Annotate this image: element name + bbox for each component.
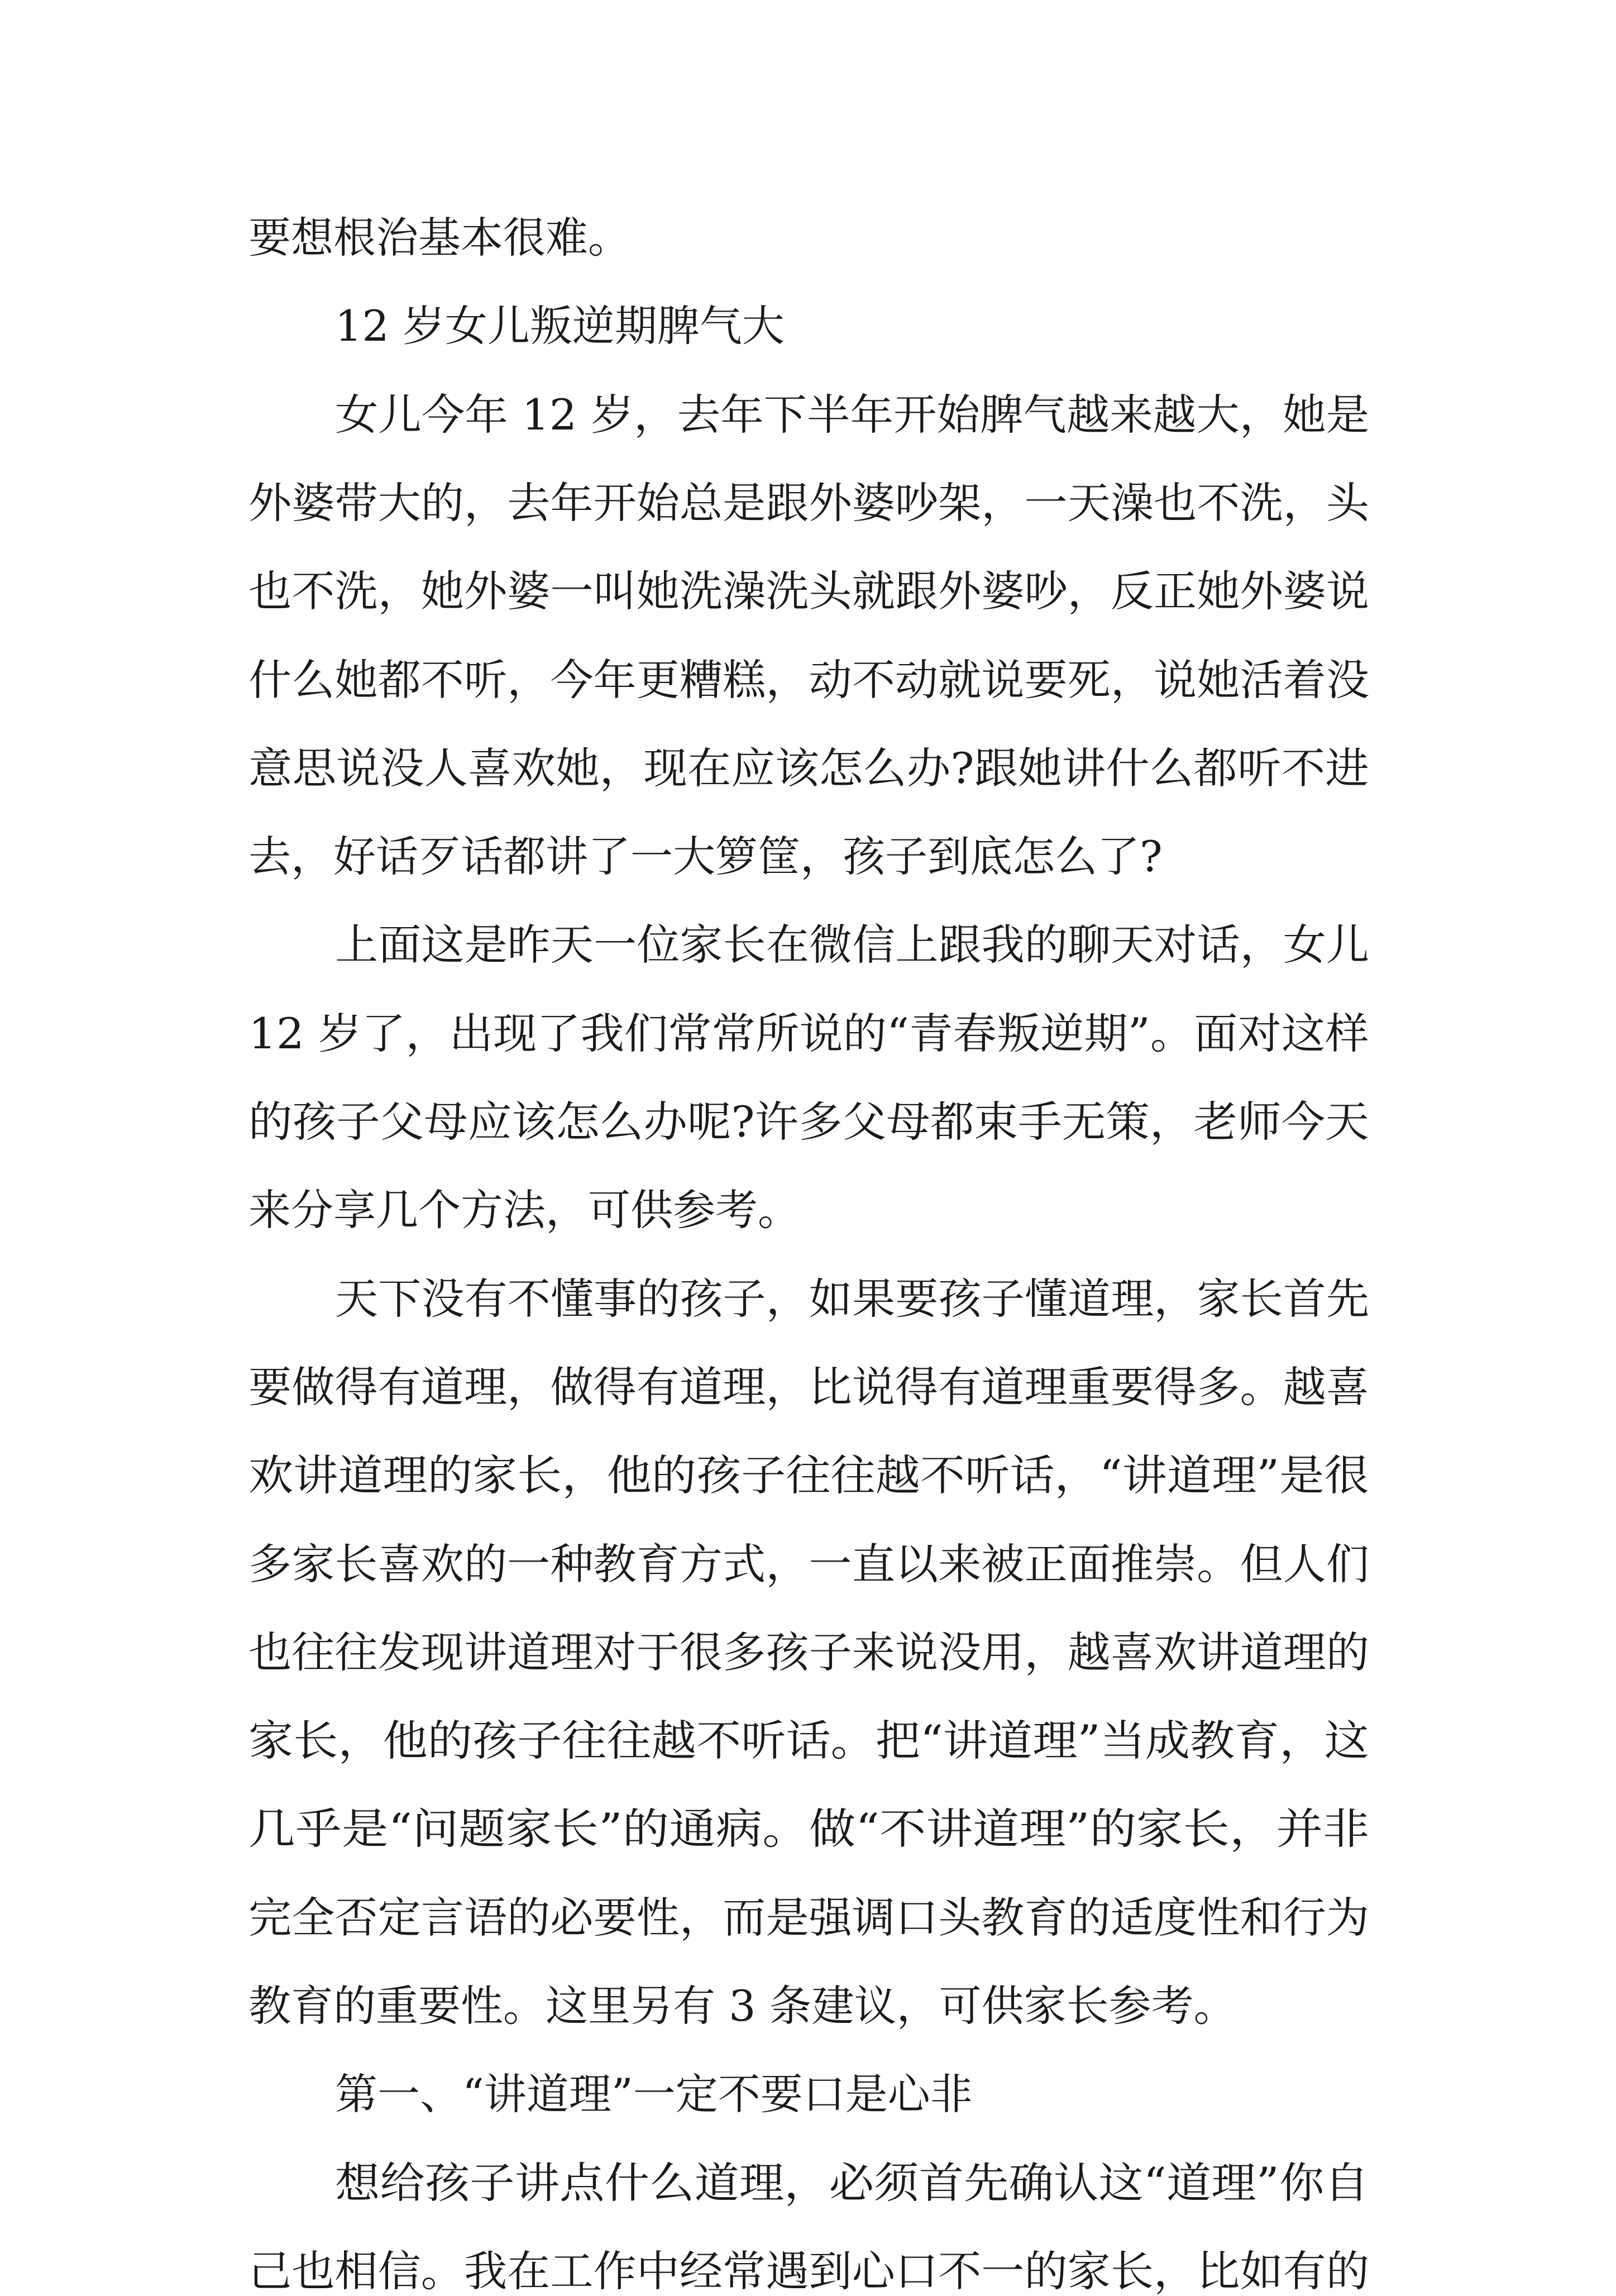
text-line-10: 12 岁了，出现了我们常常所说的“青春叛逆期”。面对这样	[248, 1009, 1369, 1058]
text-line-11: 的孩子父母应该怎么办呢?许多父母都束手无策，老师今天	[248, 1097, 1369, 1147]
text-line-18: 家长，他的孩子往往越不听话。把“讲道理”当成教育，这	[248, 1716, 1369, 1765]
text-line-3: 女儿今年 12 岁，去年下半年开始脾气越来越大，她是	[335, 390, 1370, 440]
text-line-4: 外婆带大的，去年开始总是跟外婆吵架，一天澡也不洗，头	[248, 478, 1370, 528]
section-heading-daughter-rebellion: 12 岁女儿叛逆期脾气大	[335, 301, 785, 351]
text-line-21: 教育的重要性。这里另有 3 条建议，可供家长参考。	[248, 1981, 1236, 2031]
text-line-7: 意思说没人喜欢她，现在应该怎么办?跟她讲什么都听不进	[248, 743, 1369, 793]
text-line-17: 也往往发现讲道理对于很多孩子来说没用，越喜欢讲道理的	[248, 1627, 1370, 1677]
text-line-23: 想给孩子讲点什么道理，必须首先确认这“道理”你自	[335, 2158, 1369, 2208]
text-line-1: 要想根治基本很难。	[248, 213, 630, 262]
text-line-12: 来分享几个方法，可供参考。	[248, 1185, 800, 1235]
text-line-9: 上面这是昨天一位家长在微信上跟我的聊天对话，女儿	[335, 920, 1370, 970]
text-line-15: 欢讲道理的家长，他的孩子往往越不听话，“讲道理”是很	[248, 1450, 1369, 1500]
text-line-24: 己也相信。我在工作中经常遇到心口不一的家长，比如有的	[248, 2246, 1370, 2296]
text-line-8: 去，好话歹话都讲了一大箩筐，孩子到底怎么了?	[248, 832, 1163, 881]
text-line-13: 天下没有不懂事的孩子，如果要孩子懂道理，家长首先	[335, 1274, 1370, 1324]
text-line-19: 几乎是“问题家长”的通病。做“不讲道理”的家长，并非	[248, 1804, 1370, 1854]
text-line-5: 也不洗，她外婆一叫她洗澡洗头就跟外婆吵，反正她外婆说	[248, 566, 1370, 616]
section-heading-first-advice: 第一、“讲道理”一定不要口是心非	[335, 2069, 973, 2119]
text-line-14: 要做得有道理，做得有道理，比说得有道理重要得多。越喜	[248, 1362, 1370, 1412]
text-line-20: 完全否定言语的必要性，而是强调口头教育的适度性和行为	[248, 1893, 1370, 1942]
text-line-6: 什么她都不听，今年更糟糕，动不动就说要死，说她活着没	[248, 655, 1370, 705]
text-line-16: 多家长喜欢的一种教育方式，一直以来被正面推崇。但人们	[248, 1539, 1370, 1589]
